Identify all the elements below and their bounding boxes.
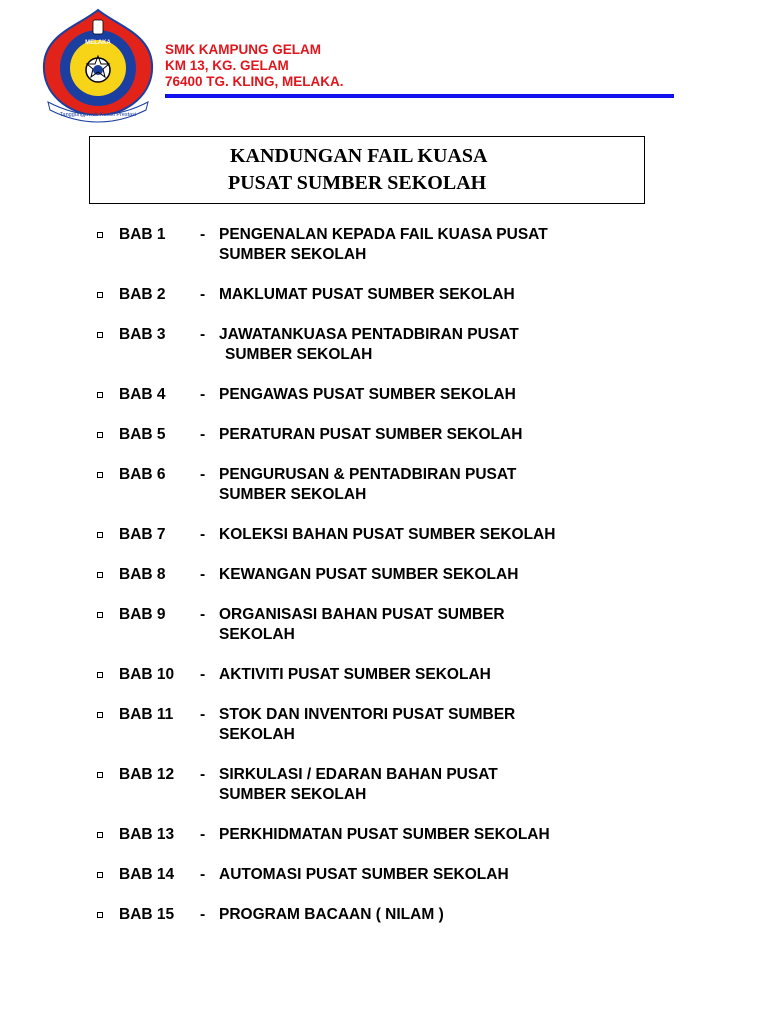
toc-description: MAKLUMAT PUSAT SUMBER SEKOLAH — [219, 286, 515, 303]
toc-chapter: BAB 5 — [119, 426, 166, 443]
toc-chapter: BAB 8 — [119, 566, 166, 583]
address-line-2: 76400 TG. KLING, MELAKA. — [165, 74, 344, 89]
toc-dash: - — [200, 606, 206, 623]
checkbox-bullet-icon — [97, 432, 103, 438]
toc-dash: - — [200, 826, 206, 843]
toc-chapter: BAB 4 — [119, 386, 166, 403]
toc-dash: - — [200, 226, 206, 243]
toc-chapter: BAB 13 — [119, 826, 175, 843]
toc-chapter: BAB 9 — [119, 606, 166, 623]
toc-description: AKTIVITI PUSAT SUMBER SEKOLAH — [219, 666, 491, 683]
toc-description: SUMBER SEKOLAH — [219, 486, 367, 503]
title-line-1: KANDUNGAN FAIL KUASA — [230, 145, 488, 167]
title-box — [89, 136, 645, 204]
toc-dash: - — [200, 326, 206, 343]
checkbox-bullet-icon — [97, 872, 103, 878]
toc-description: JAWATANKUASA PENTADBIRAN PUSAT — [219, 326, 519, 343]
toc-dash: - — [200, 426, 206, 443]
toc-chapter: BAB 10 — [119, 666, 175, 683]
toc-description: KEWANGAN PUSAT SUMBER SEKOLAH — [219, 566, 519, 583]
toc-chapter: BAB 3 — [119, 326, 166, 343]
toc-description: PERATURAN PUSAT SUMBER SEKOLAH — [219, 426, 523, 443]
toc-dash: - — [200, 866, 206, 883]
checkbox-bullet-icon — [97, 332, 103, 338]
address-line-1: KM 13, KG. GELAM — [165, 58, 289, 73]
toc-chapter: BAB 12 — [119, 766, 175, 783]
school-logo — [38, 6, 158, 124]
checkbox-bullet-icon — [97, 712, 103, 718]
toc-dash: - — [200, 466, 206, 483]
toc-description: PERKHIDMATAN PUSAT SUMBER SEKOLAH — [219, 826, 550, 843]
checkbox-bullet-icon — [97, 292, 103, 298]
toc-dash: - — [200, 666, 206, 683]
toc-dash: - — [200, 766, 206, 783]
toc-dash: - — [200, 706, 206, 723]
toc-dash: - — [200, 286, 206, 303]
checkbox-bullet-icon — [97, 532, 103, 538]
toc-description: SUMBER SEKOLAH — [219, 786, 367, 803]
checkbox-bullet-icon — [97, 612, 103, 618]
checkbox-bullet-icon — [97, 912, 103, 918]
toc-description: PENGENALAN KEPADA FAIL KUASA PUSAT — [219, 226, 548, 243]
school-address — [165, 42, 344, 90]
toc-description: ORGANISASI BAHAN PUSAT SUMBER — [219, 606, 505, 623]
toc-chapter: BAB 14 — [119, 866, 175, 883]
toc-description: STOK DAN INVENTORI PUSAT SUMBER — [219, 706, 516, 723]
toc-description: SEKOLAH — [219, 626, 295, 643]
toc-chapter: BAB 11 — [119, 706, 174, 723]
checkbox-bullet-icon — [97, 832, 103, 838]
logo-motto: Tanggungjawab Kualiti Prestasi — [59, 112, 137, 118]
toc-description: SIRKULASI / EDARAN BAHAN PUSAT — [219, 766, 498, 783]
toc-dash: - — [200, 386, 206, 403]
toc-description: SEKOLAH — [219, 726, 295, 743]
checkbox-bullet-icon — [97, 772, 103, 778]
toc-description: AUTOMASI PUSAT SUMBER SEKOLAH — [219, 866, 509, 883]
toc-description: SUMBER SEKOLAH — [219, 246, 367, 263]
header-divider — [165, 94, 674, 98]
toc-chapter: BAB 15 — [119, 906, 175, 923]
toc-description: KOLEKSI BAHAN PUSAT SUMBER SEKOLAH — [219, 526, 556, 543]
toc-chapter: BAB 1 — [119, 226, 166, 243]
toc-chapter: BAB 2 — [119, 286, 166, 303]
toc-dash: - — [200, 906, 206, 923]
logo-top-text: MELAKA — [85, 40, 111, 46]
checkbox-bullet-icon — [97, 232, 103, 238]
school-name: SMK KAMPUNG GELAM — [165, 42, 321, 57]
checkbox-bullet-icon — [97, 472, 103, 478]
toc-chapter: BAB 7 — [119, 526, 166, 543]
toc-description: PENGURUSAN & PENTADBIRAN PUSAT — [219, 466, 517, 483]
toc-description: PENGAWAS PUSAT SUMBER SEKOLAH — [219, 386, 516, 403]
toc-description: PROGRAM BACAAN ( NILAM ) — [219, 906, 444, 923]
toc-dash: - — [200, 526, 206, 543]
checkbox-bullet-icon — [97, 672, 103, 678]
toc-chapter: BAB 6 — [119, 466, 166, 483]
title-line-2: PUSAT SUMBER SEKOLAH — [228, 172, 487, 194]
checkbox-bullet-icon — [97, 392, 103, 398]
checkbox-bullet-icon — [97, 572, 103, 578]
toc-dash: - — [200, 566, 206, 583]
toc-description: SUMBER SEKOLAH — [225, 346, 373, 363]
